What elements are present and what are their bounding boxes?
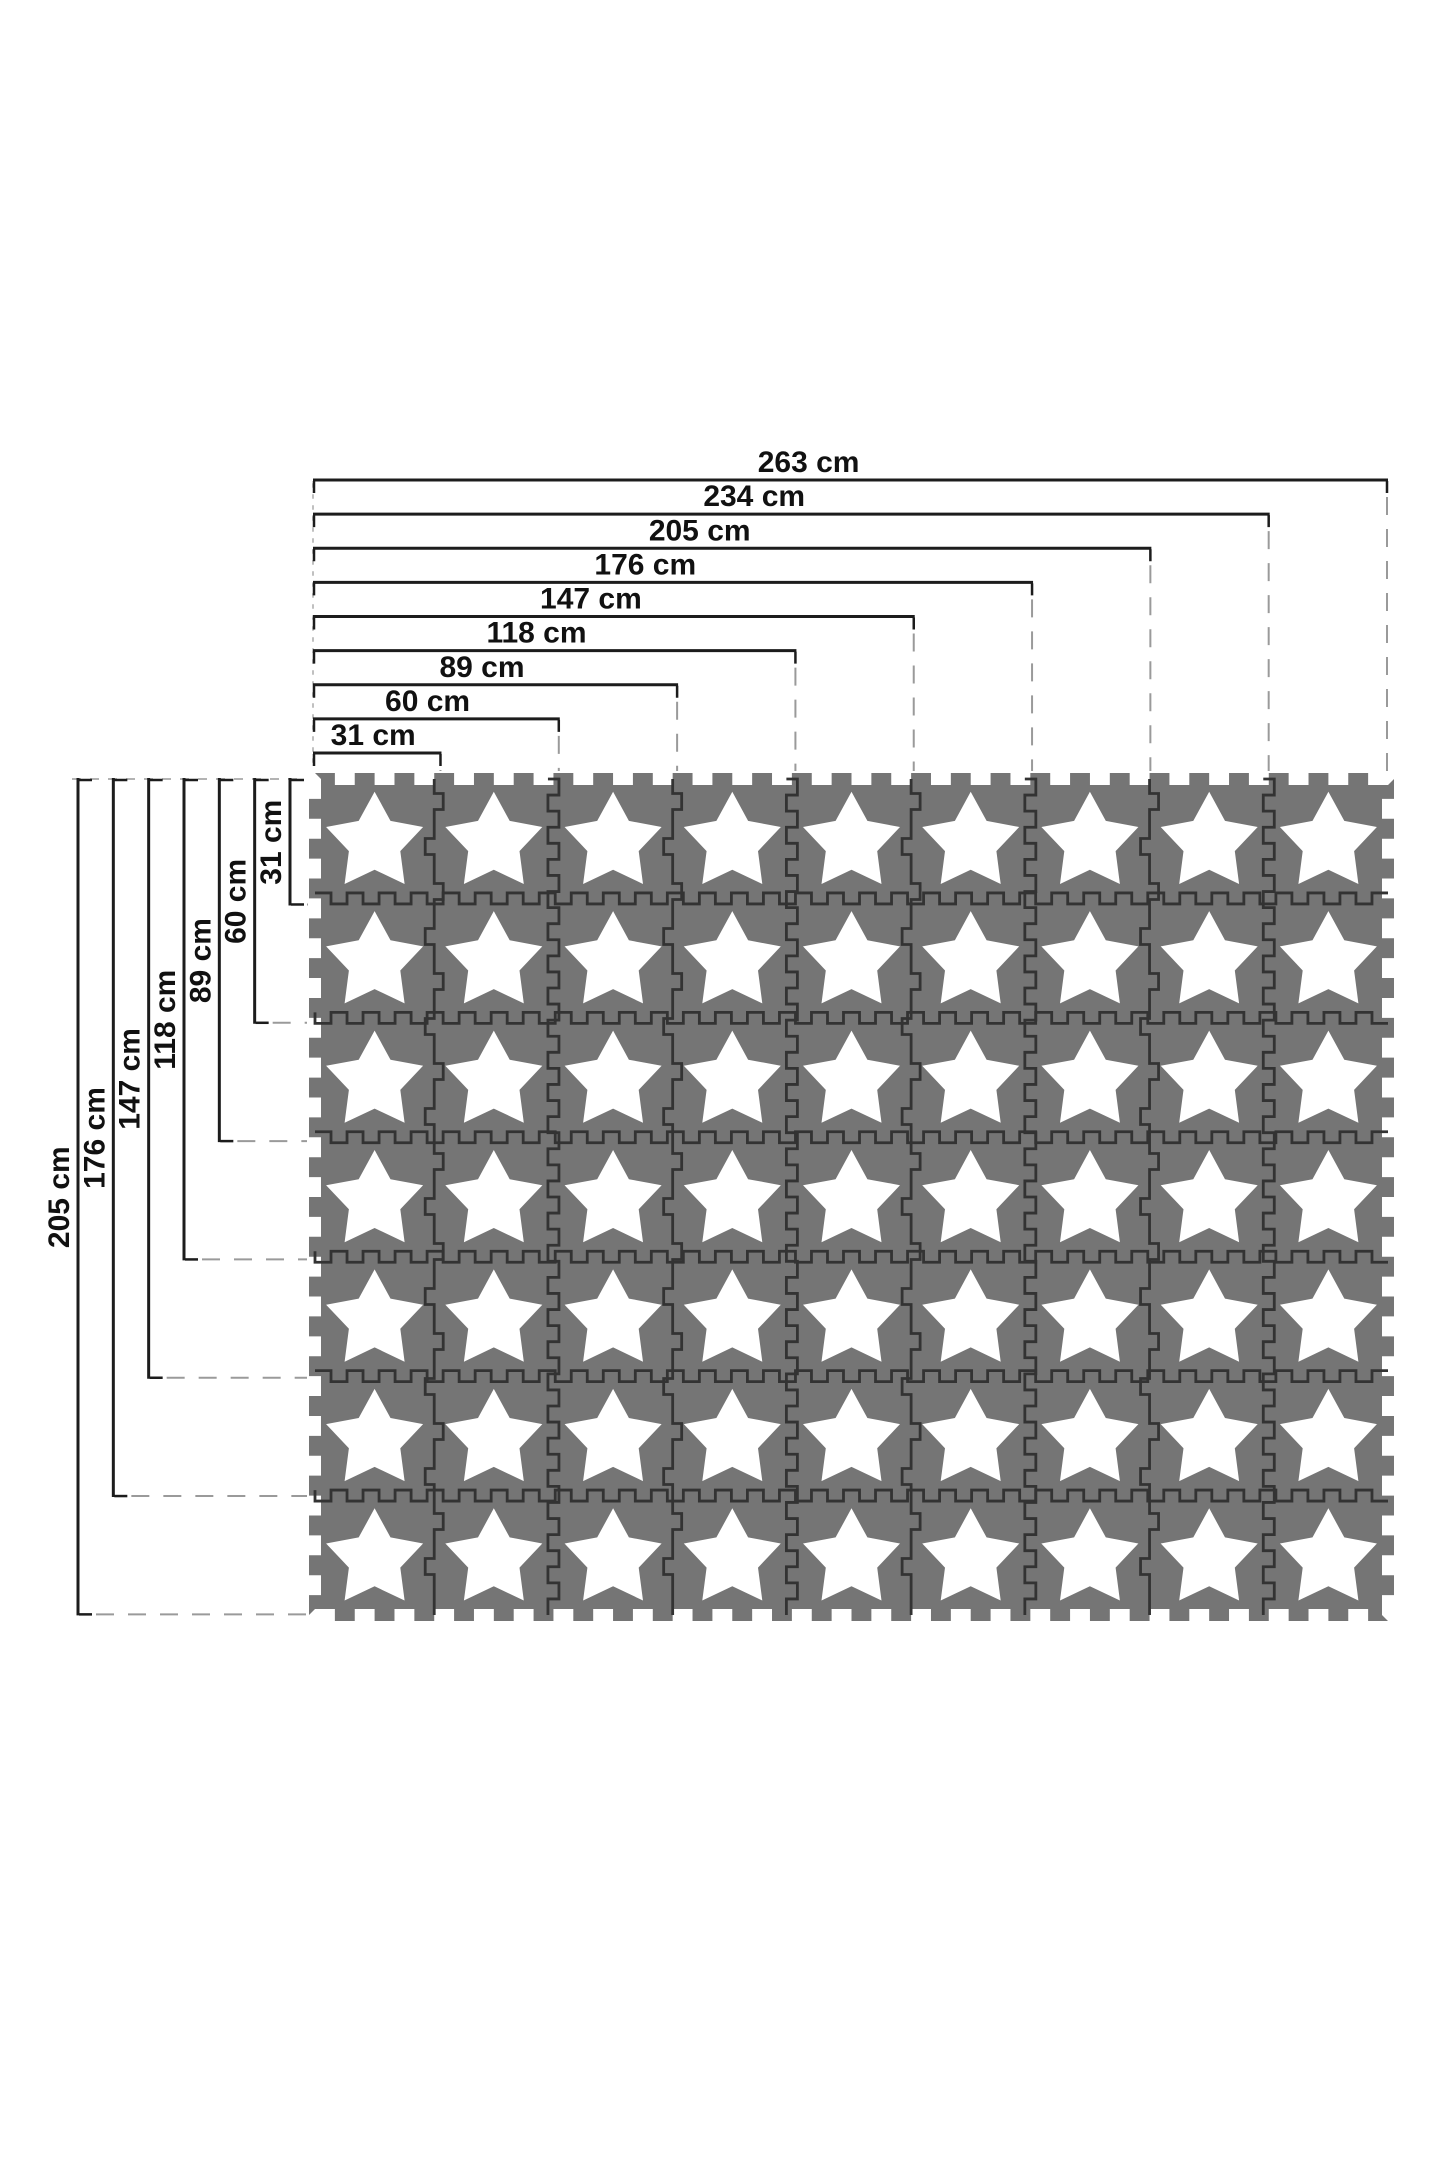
dimension-label: 31 cm xyxy=(254,799,288,885)
top-dimension-234 xyxy=(313,480,1270,771)
dimension-label: 89 cm xyxy=(184,918,218,1004)
dimension-label: 118 cm xyxy=(486,616,587,650)
dimension-label: 205 cm xyxy=(648,514,751,548)
dimension-label: 176 cm xyxy=(594,548,697,582)
dimension-label: 147 cm xyxy=(540,582,642,616)
left-dimension-205 xyxy=(43,778,307,1615)
puzzle-mat xyxy=(309,773,1394,1621)
dimension-label: 234 cm xyxy=(703,480,806,514)
dimension-label: 60 cm xyxy=(385,684,471,718)
top-dimension-176 xyxy=(313,548,1033,771)
top-dimension-31 xyxy=(313,719,441,771)
dimension-label: 147 cm xyxy=(113,1028,147,1130)
left-dimension-176 xyxy=(78,778,307,1497)
dimension-label: 205 cm xyxy=(43,1146,76,1249)
dimension-label: 60 cm xyxy=(219,858,253,944)
top-dimension-205 xyxy=(313,514,1151,771)
dimension-label: 118 cm xyxy=(148,969,182,1070)
dimension-label: 263 cm xyxy=(757,446,860,479)
left-dimension-31 xyxy=(255,778,308,905)
dimension-label: 176 cm xyxy=(78,1087,112,1189)
dimension-label: 31 cm xyxy=(330,719,416,752)
top-dimension-263 xyxy=(313,446,1388,771)
dimension-label: 89 cm xyxy=(439,650,525,684)
